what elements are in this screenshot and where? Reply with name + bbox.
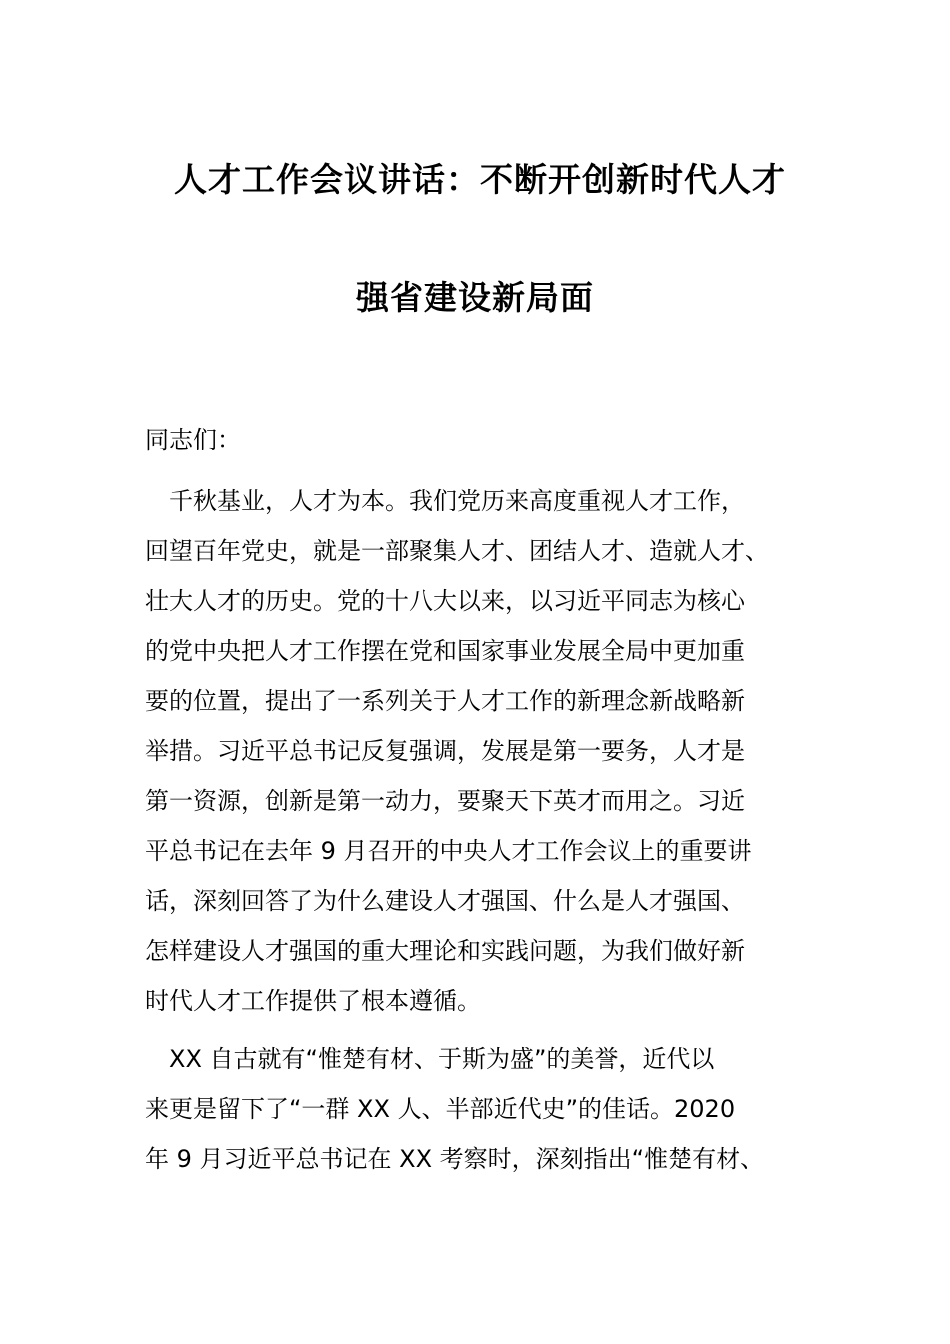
paragraph-line: XX 自古就有“惟楚有材、于斯为盛”的美誉，近代以 — [145, 1045, 715, 1073]
paragraph-line: 时代人才工作提供了根本遵循。 — [145, 987, 481, 1015]
paragraph-1 — [145, 476, 805, 1026]
paragraph-line: 第一资源，创新是第一动力，要聚天下英才而用之。习近 — [145, 787, 745, 815]
document-title-line-1: 人才工作会议讲话：不断开创新时代人才 — [174, 160, 786, 199]
salutation: 同志们： — [145, 426, 241, 454]
paragraph-line: 话，深刻回答了为什么建设人才强国、什么是人才强国、 — [145, 887, 745, 915]
paragraph-line: 年 9 月习近平总书记在 XX 考察时，深刻指出“惟楚有材、 — [145, 1145, 765, 1173]
paragraph-line: 要的位置，提出了一系列关于人才工作的新理念新战略新 — [145, 687, 745, 715]
paragraph-line: 平总书记在去年 9 月召开的中央人才工作会议上的重要讲 — [145, 837, 752, 865]
paragraph-line: 的党中央把人才工作摆在党和国家事业发展全局中更加重 — [145, 637, 745, 665]
paragraph-line: 回望百年党史，就是一部聚集人才、团结人才、造就人才、 — [145, 537, 769, 565]
paragraph-line: 千秋基业，人才为本。我们党历来高度重视人才工作， — [145, 487, 745, 515]
paragraph-2 — [145, 1034, 805, 1184]
paragraph-line: 怎样建设人才强国的重大理论和实践问题，为我们做好新 — [145, 937, 745, 965]
document-title-line-2: 强省建设新局面 — [356, 278, 594, 317]
paragraph-line: 举措。习近平总书记反复强调，发展是第一要务，人才是 — [145, 737, 745, 765]
paragraph-line: 壮大人才的历史。党的十八大以来，以习近平同志为核心 — [145, 587, 745, 615]
paragraph-line: 来更是留下了“一群 XX 人、半部近代史”的佳话。2020 — [145, 1095, 736, 1123]
